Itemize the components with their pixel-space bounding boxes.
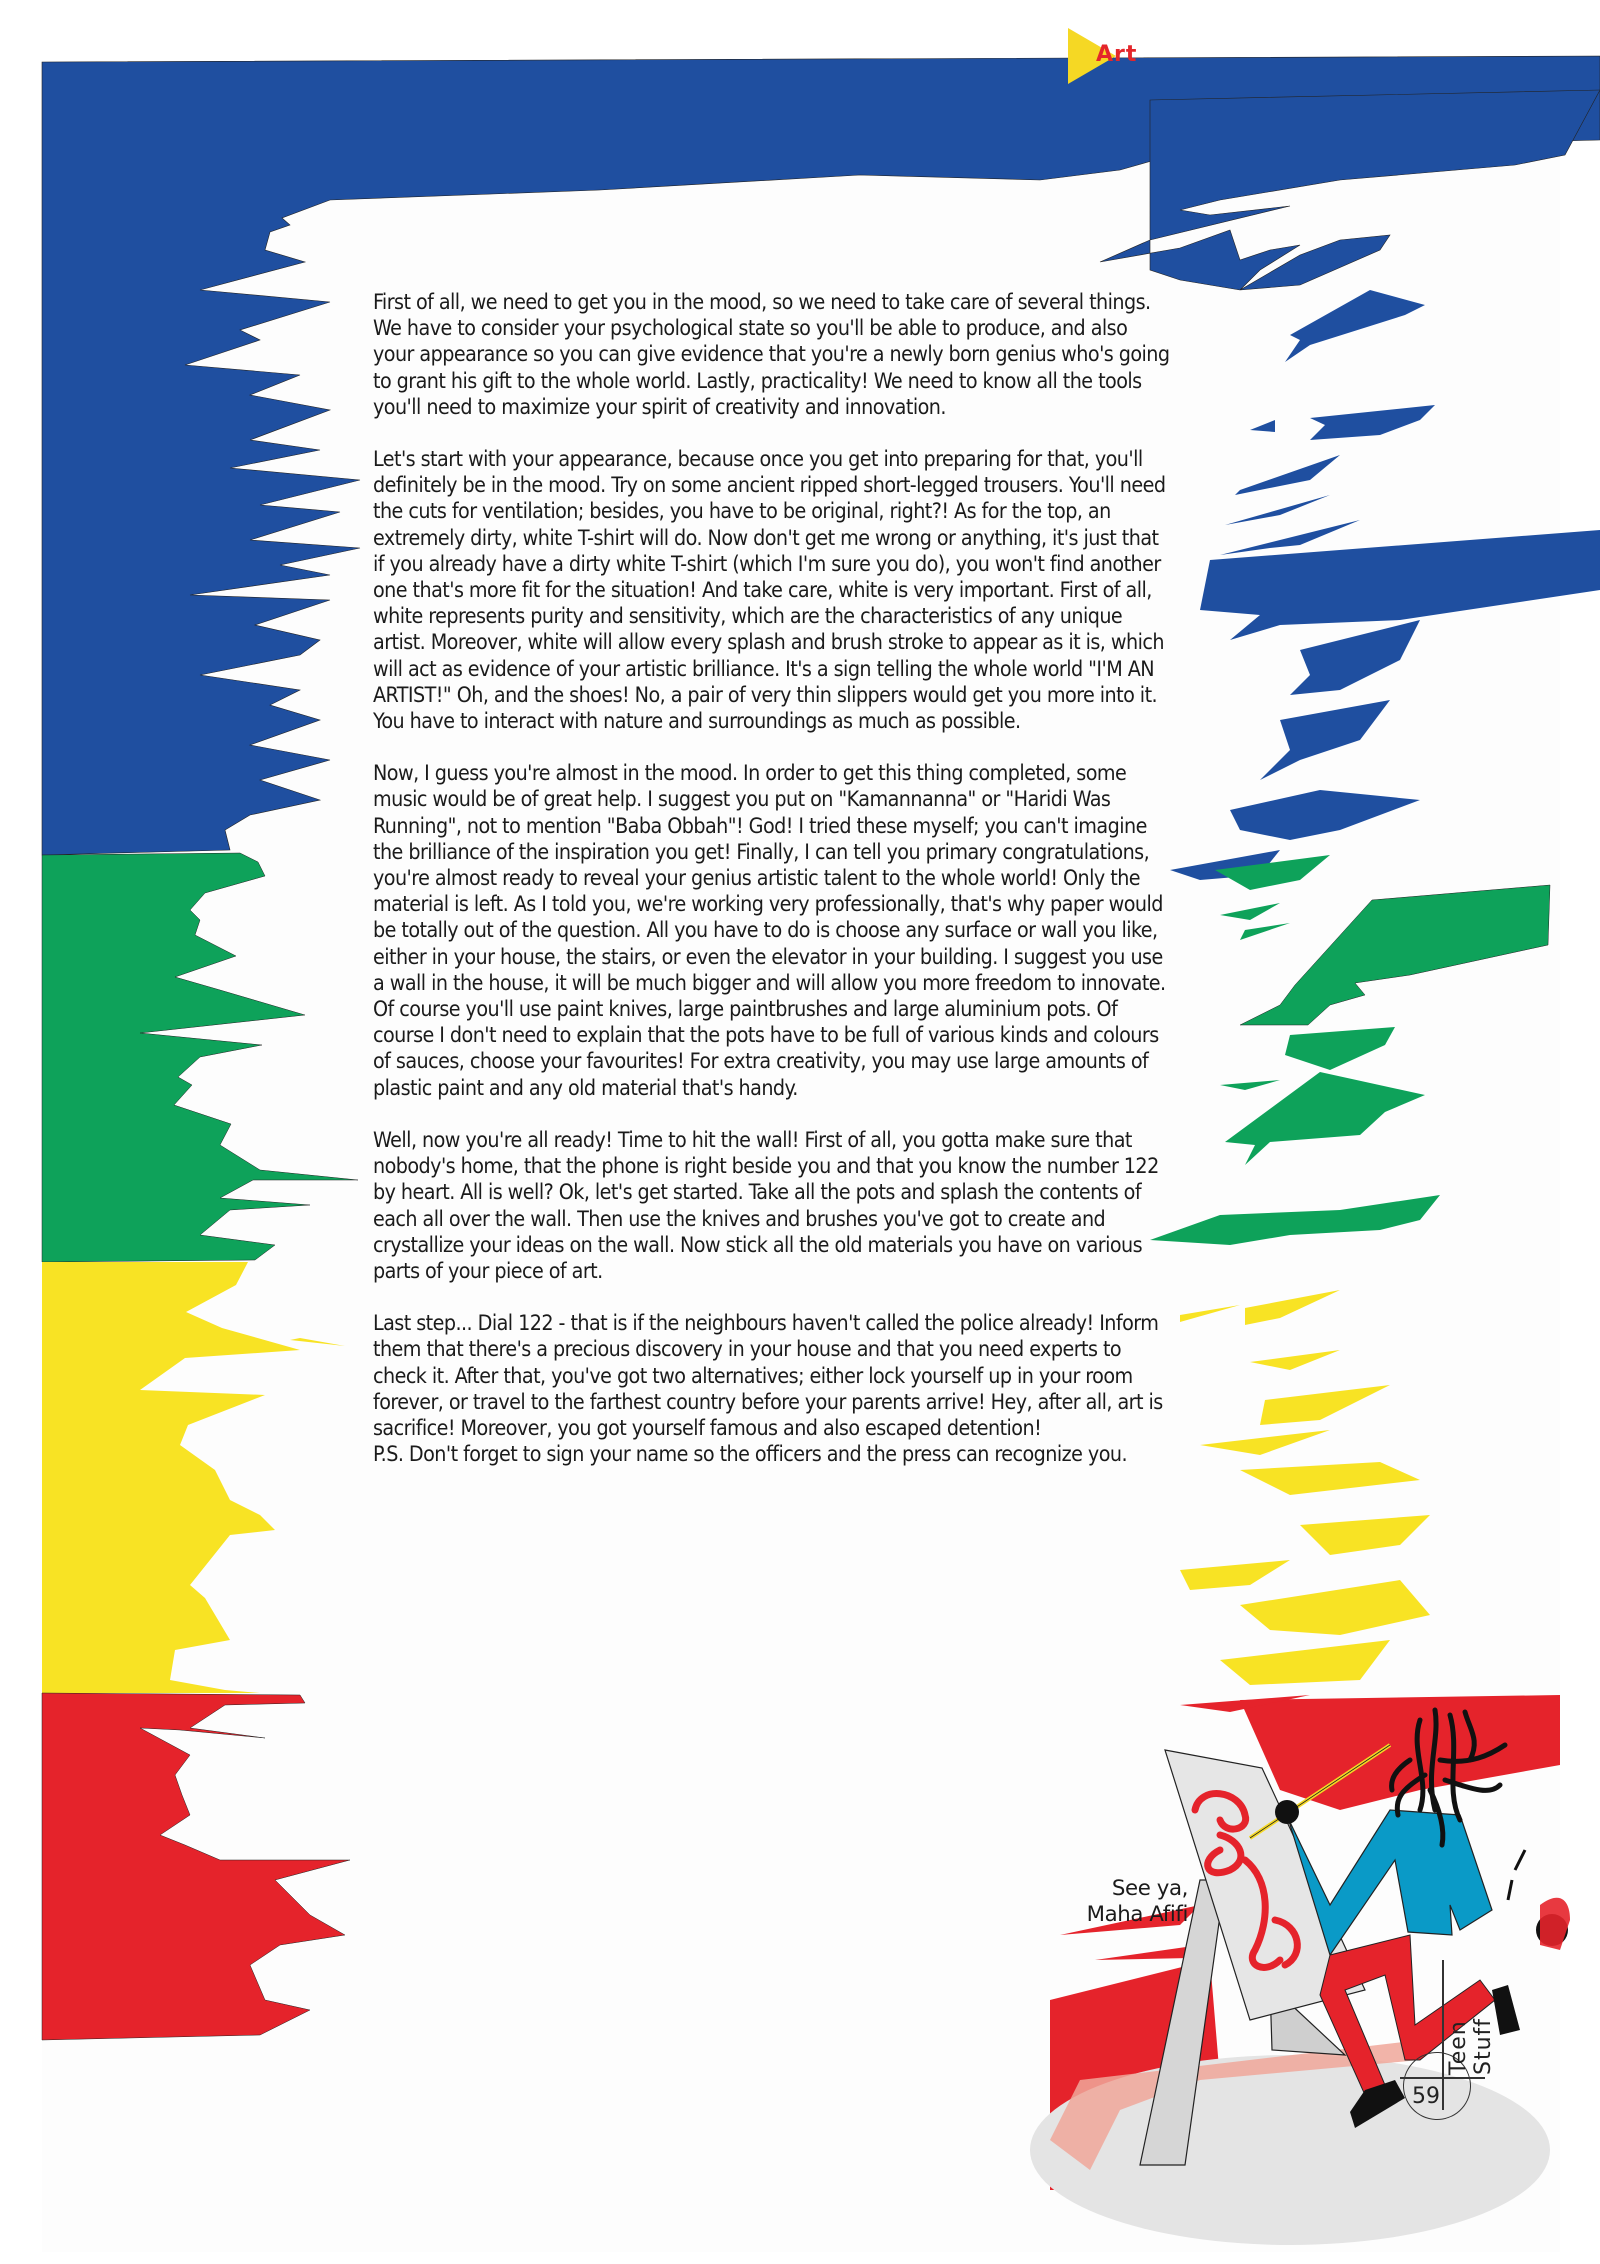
article-paragraph: First of all, we need to get you in the mood, so we need to take care of several things. We have to consider your psychological state so you'll be able to produce, and also your appearance so you can give evidence that you're a newly born genius who's going to grant his gift to the whole world. Lastly, practicality! We need to know all the tools you'll need to maximize your spirit of creativity and innovation. <box>373 290 1170 420</box>
article-postscript: P.S. Don't forget to sign your name so the officers and the press can recognize you. <box>373 1442 1128 1468</box>
article-paragraph: Now, I guess you're almost in the mood. In order to get this thing completed, some music would be of great help. I suggest you put on "Kamannanna" or "Haridi Was Running", not to mention "Baba Obbah"! God! I tried these myself; you can't imagine the brilliance of the inspiration you get! Finally, I can tell you primary congratulations, you're almost ready to reveal your genius artistic talent to the whole world! Only the material is left. As I told you, we're working very professionally, that's why paper would be totally out of the question. All you have to do is choose any surface or wall you like, either in your house, the stairs, or even the elevator in your building. I suggest you use a wall in the house, it will be much bigger and will allow you more freedom to innovate. Of course you'll use paint knives, large paintbrushes and large aluminium pots. Of course I don't need to explain that the pots have to be full of various kinds and colours of sauces, choose your favourites! For extra creativity, you may use large amounts of plastic paint and any old material that's handy. <box>373 761 1166 1101</box>
figure-hand <box>1275 1800 1299 1824</box>
yellow-shard <box>1300 1515 1430 1555</box>
yellow-shard <box>1260 1385 1390 1425</box>
blue-shard <box>1250 420 1275 432</box>
article-signoff <box>990 1876 1188 1928</box>
music-notes-icon <box>1508 1850 1525 1900</box>
article-paragraph: Let's start with your appearance, because once you get into preparing for that, you'll definitely be in the mood. Try on some ancient ripped short-legged trousers. You'll need the cuts for ventilation; besides, you have to be original, right?! As for the top, an extremely dirty, white T-shirt will do. Now don't get me wrong or anything, it's just that if you already have a dirty white T-shirt (which I'm sure you do), you won't find another one that's more fit for the situation! And take care, white is very important. First of all, white represents purity and sensitivity, which are the characteristics of any unique artist. Moreover, white will allow every splash and brush stroke to appear as it is, which will act as evidence of your artistic brilliance. It's a sign telling the whole world "I'M AN ARTIST!" Oh, and the shoes! No, a pair of very thin slippers would get you more into it. You have to interact with nature and surroundings as much as possible. <box>373 447 1166 735</box>
green-stripe-right <box>1240 885 1550 1025</box>
yellow-stripe-right <box>1245 1290 1340 1325</box>
green-stripe-left <box>42 853 358 1262</box>
yellow-shard <box>1250 1350 1340 1370</box>
article-paragraph: Well, now you're all ready! Time to hit the wall! First of all, you gotta make sure that nobody's home, that the phone is right beside you and that you know the number 122 by heart. All is well? Ok, let's get started. Take all the pots and splash the contents of each all over the wall. Then use the knives and brushes you've got to create and crystallize your ideas on the wall. Now stick all the old materials you have on various parts of your piece of art. <box>373 1127 1159 1284</box>
blue-shard <box>1290 620 1420 695</box>
page-number: 59 <box>1412 2084 1440 2109</box>
yellow-shard <box>1180 1305 1240 1322</box>
yellow-shard <box>290 1338 345 1346</box>
blue-stripe-right <box>1100 90 1600 290</box>
yellow-shard <box>1180 1560 1290 1590</box>
blue-shard <box>1285 290 1425 362</box>
blue-shard <box>1310 405 1435 440</box>
blue-shard <box>1220 520 1360 555</box>
signoff-greeting: See ya, <box>1111 1876 1188 1901</box>
yellow-stripe-left <box>42 1262 300 1693</box>
yellow-shard <box>1240 1462 1420 1495</box>
blue-shard <box>1260 700 1390 780</box>
footer-section-name: Teen Stuff <box>1446 2017 1496 2075</box>
section-tag <box>1068 28 1208 88</box>
red-stripe-left <box>42 1693 350 2040</box>
yellow-shard <box>1240 1580 1430 1635</box>
page-folio <box>1400 1960 1500 2110</box>
blue-shard <box>1225 495 1330 525</box>
article-paragraph: Last step... Dial 122 - that is if the neighbours haven't called the police already! Inform them that there's a precious discovery in your house and that you need experts to check it. After that, you've got two alternatives; either lock yourself up in your room forever, or travel to the farthest country before your parents arrive! Hey, after all, art is sacrifice! Moreover, you got yourself famous and also escaped detention! <box>373 1311 1163 1441</box>
blue-shard <box>1235 455 1340 495</box>
green-shard <box>1150 1195 1440 1245</box>
article-body <box>373 290 1173 1494</box>
yellow-shard <box>1220 1640 1390 1685</box>
green-shard <box>1220 903 1280 920</box>
section-tag-label: Art <box>1096 42 1138 67</box>
yellow-shard <box>1200 1430 1330 1455</box>
green-shard <box>1285 1027 1395 1070</box>
green-shard <box>1220 1080 1280 1090</box>
author-name: Maha Afifi <box>1086 1902 1188 1927</box>
blue-shard <box>1230 790 1420 840</box>
green-shard <box>1240 923 1290 940</box>
